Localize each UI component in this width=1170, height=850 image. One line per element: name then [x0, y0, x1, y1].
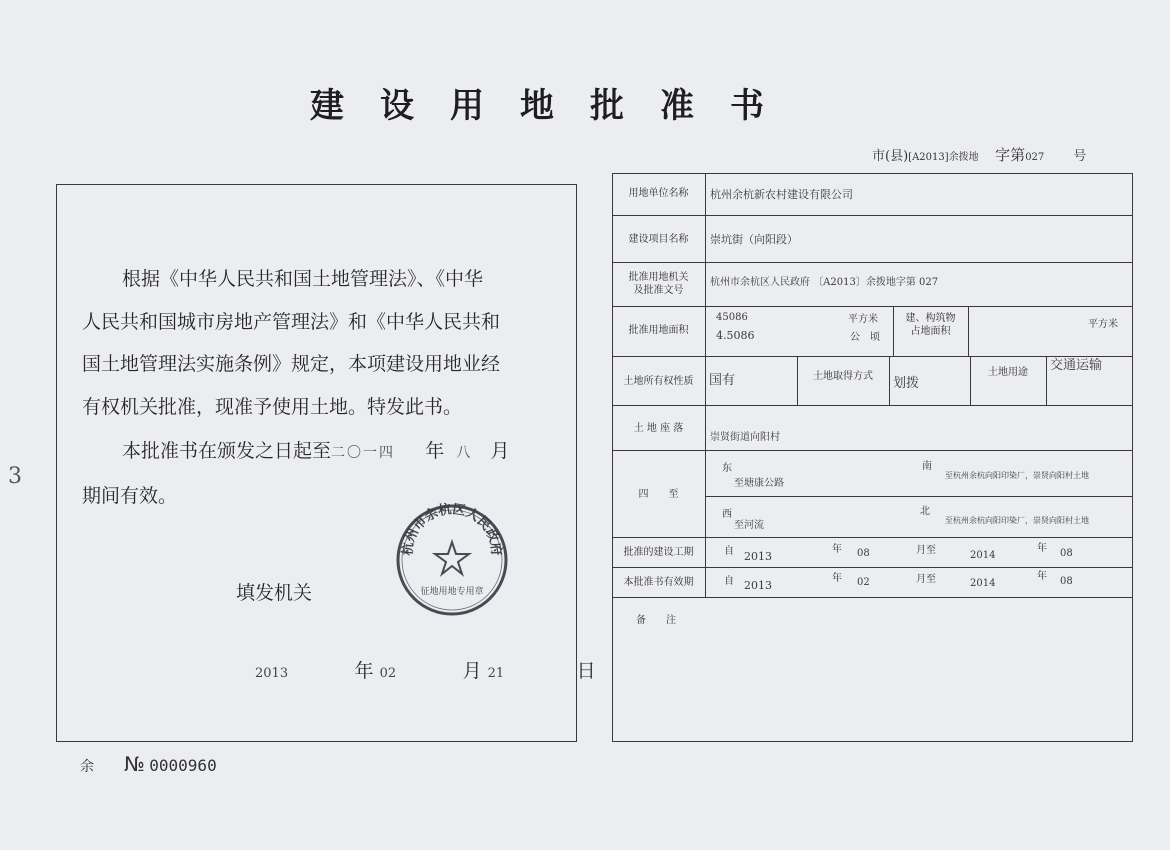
land-info-table [612, 173, 1133, 742]
location-label: 土 地 座 落 [633, 423, 684, 434]
area-label: 批准用地面积 [628, 325, 689, 336]
official-seal [394, 502, 510, 618]
west-value: 至河流 [734, 520, 764, 531]
validity-line: 本批准书在颁发之日起至二〇一四 年 八 月 [122, 440, 510, 462]
ownership-label: 土地所有权性质 [623, 376, 694, 387]
area-sqm-value: 45086 [716, 312, 748, 323]
boundaries-label: 四 至 [638, 489, 679, 500]
east-label: 东 [722, 463, 732, 474]
validity-year-label: 年 [832, 573, 842, 584]
seal-text: 杭州市余杭区人民政府 [400, 502, 504, 557]
table-rule [612, 215, 1133, 216]
north-label: 北 [920, 506, 930, 517]
period-from: 自 [724, 546, 734, 557]
validity-end-year: 2014 [970, 578, 996, 589]
area-ha-value: 4.5086 [716, 329, 755, 342]
valid-year-handwritten: 二〇一四 [331, 445, 396, 461]
use-value: 交通运输 [1050, 358, 1103, 373]
period-year-label: 年 [832, 544, 842, 555]
south-label: 南 [922, 461, 932, 472]
issue-date: 2013 年 02 月 21 日 [255, 660, 596, 682]
approval-value: 杭州市余杭区人民政府 〔A2013〕余拨地字第 027 [710, 277, 939, 288]
period-start-month: 08 [857, 548, 870, 559]
table-rule [705, 173, 706, 597]
table-rule [612, 306, 1133, 307]
validity-label: 本批准书有效期 [623, 577, 694, 588]
approval-label: 批准用地机关 及批准文号 [628, 272, 689, 296]
validity-start-year: 2013 [744, 579, 772, 592]
unit-label: 用地单位名称 [628, 188, 689, 199]
building-area-label: 建、构筑物 占地面积 [905, 313, 956, 337]
building-area-unit: 平方米 [1088, 319, 1118, 330]
table-rule [612, 262, 1133, 263]
validity-from: 自 [724, 576, 734, 587]
table-rule [970, 356, 971, 405]
ownership-value: 国有 [709, 373, 736, 388]
north-value: 至杭州余杭向阳印染厂，崇贤向阳村土地 [945, 516, 1089, 525]
project-value: 崇坑街（向阳段） [710, 233, 798, 246]
validity-year-label-2: 年 [1037, 571, 1047, 582]
south-value: 至杭州余杭向阳印染厂，崇贤向阳村土地 [945, 471, 1089, 480]
period-label: 批准的建设工期 [623, 547, 694, 558]
validity-to: 月至 [916, 574, 936, 585]
validity-end-month: 08 [1060, 576, 1073, 587]
acquire-label: 土地取得方式 [813, 371, 873, 382]
table-rule [612, 450, 1133, 451]
table-rule [612, 405, 1133, 406]
period-end-month: 08 [1060, 548, 1073, 559]
period-year-label-2: 年 [1037, 543, 1047, 554]
decree-text: 根据《中华人民共和国土地管理法》、《中华 人民共和国城市房地产管理法》和《中华人民共和 国土地管理法实施条例》规定，本项建设用地业经 有权机关批准，现准予使用土地。特发此书。 本批准书在颁发之日起至二〇一四 年 八 月 期间有效。 [82, 258, 562, 517]
project-label: 建设项目名称 [628, 234, 689, 245]
remarks-label: 备 注 [636, 615, 676, 626]
document-title: 建设用地批准书 [310, 86, 800, 126]
unit-value: 杭州余杭新农村建设有限公司 [710, 188, 853, 201]
star-icon [435, 542, 469, 574]
table-rule [612, 537, 1133, 538]
west-label: 西 [722, 509, 732, 520]
margin-mark: 3 [8, 464, 22, 489]
area-ha-unit: 公 顷 [850, 332, 880, 343]
area-sqm-unit: 平方米 [848, 314, 878, 325]
east-value: 至塘康公路 [734, 478, 784, 489]
table-rule [1046, 356, 1047, 405]
document-number: 市(县)[A2013]余拨地 字第027 号 [872, 146, 1087, 164]
use-label: 土地用途 [988, 367, 1028, 378]
period-start-year: 2013 [744, 550, 772, 563]
table-rule [612, 597, 1133, 598]
period-to: 月至 [916, 545, 936, 556]
table-rule [705, 496, 1133, 497]
period-end-year: 2014 [970, 550, 996, 561]
table-rule [889, 356, 890, 405]
table-rule [968, 306, 969, 356]
table-rule [612, 567, 1133, 568]
acquire-value: 划拨 [893, 376, 920, 391]
location-value: 崇贤街道向阳村 [710, 432, 780, 443]
seal-subtext: 征地用地专用章 [420, 587, 484, 597]
issuing-authority-label: 填发机关 [236, 582, 313, 604]
serial-number: 余 № 0000960 [80, 752, 217, 776]
validity-start-month: 02 [857, 577, 870, 588]
